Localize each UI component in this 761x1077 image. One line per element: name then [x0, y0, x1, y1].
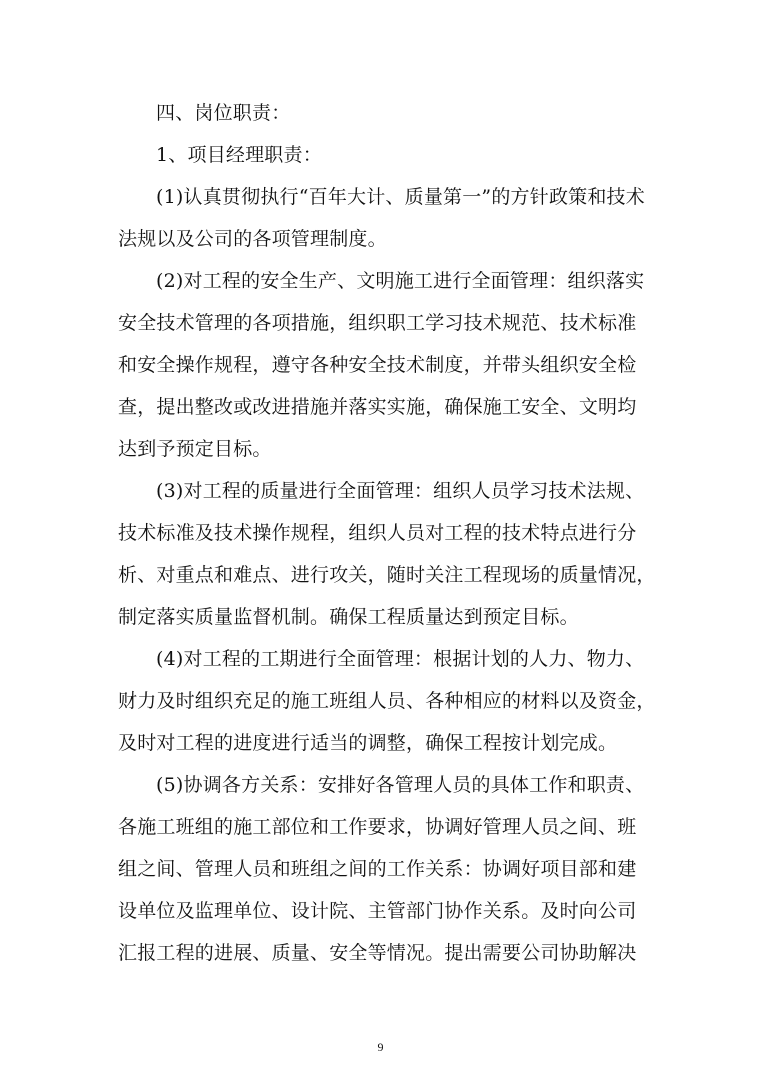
paragraph-line: 法规以及公司的各项管理制度。 — [118, 228, 387, 250]
document-body — [118, 92, 656, 974]
paragraph-line: 技术标准及技术操作规程，组织人员对工程的技术特点进行分 — [118, 522, 637, 544]
paragraph-line: 组之间、管理人员和班组之间的工作关系：协调好项目部和建 — [118, 858, 637, 880]
page-number: 9 — [377, 1040, 384, 1054]
paragraph-line: 查，提出整改或改进措施并落实实施，确保施工安全、文明均 — [118, 396, 637, 418]
paragraph-line: (1)认真贯彻执行“百年大计、质量第一”的方针政策和技术 — [156, 186, 645, 208]
paragraph-line: 和安全操作规程，遵守各种安全技术制度，并带头组织安全检 — [118, 354, 637, 376]
paragraph-line: (4)对工程的工期进行全面管理：根据计划的人力、物力、 — [156, 648, 645, 670]
paragraph-line: 达到予预定目标。 — [118, 438, 272, 460]
paragraph-line: (3)对工程的质量进行全面管理：组织人员学习技术法规、 — [156, 480, 645, 502]
paragraph-line: 析、对重点和难点、进行攻关，随时关注工程现场的质量情况， — [118, 564, 656, 586]
paragraph-line: 设单位及监理单位、设计院、主管部门协作关系。及时向公司 — [118, 900, 637, 922]
paragraph-line: 制定落实质量监督机制。确保工程质量达到预定目标。 — [118, 606, 579, 628]
paragraph-line: 安全技术管理的各项措施，组织职工学习技术规范、技术标准 — [118, 312, 637, 334]
paragraph-line: (5)协调各方关系：安排好各管理人员的具体工作和职责、 — [156, 774, 645, 796]
subsection-heading: 1、项目经理职责： — [156, 144, 322, 166]
section-heading: 四、岗位职责： — [156, 102, 291, 124]
paragraph-line: 汇报工程的进展、质量、安全等情况。提出需要公司协助解决 — [118, 942, 637, 964]
paragraph-line: 及时对工程的进度进行适当的调整，确保工程按计划完成。 — [118, 732, 618, 754]
paragraph-line: (2)对工程的安全生产、文明施工进行全面管理：组织落实 — [156, 270, 645, 292]
paragraph-line: 财力及时组织充足的施工班组人员、各种相应的材料以及资金， — [118, 690, 656, 712]
paragraph-line: 各施工班组的施工部位和工作要求，协调好管理人员之间、班 — [118, 816, 637, 838]
